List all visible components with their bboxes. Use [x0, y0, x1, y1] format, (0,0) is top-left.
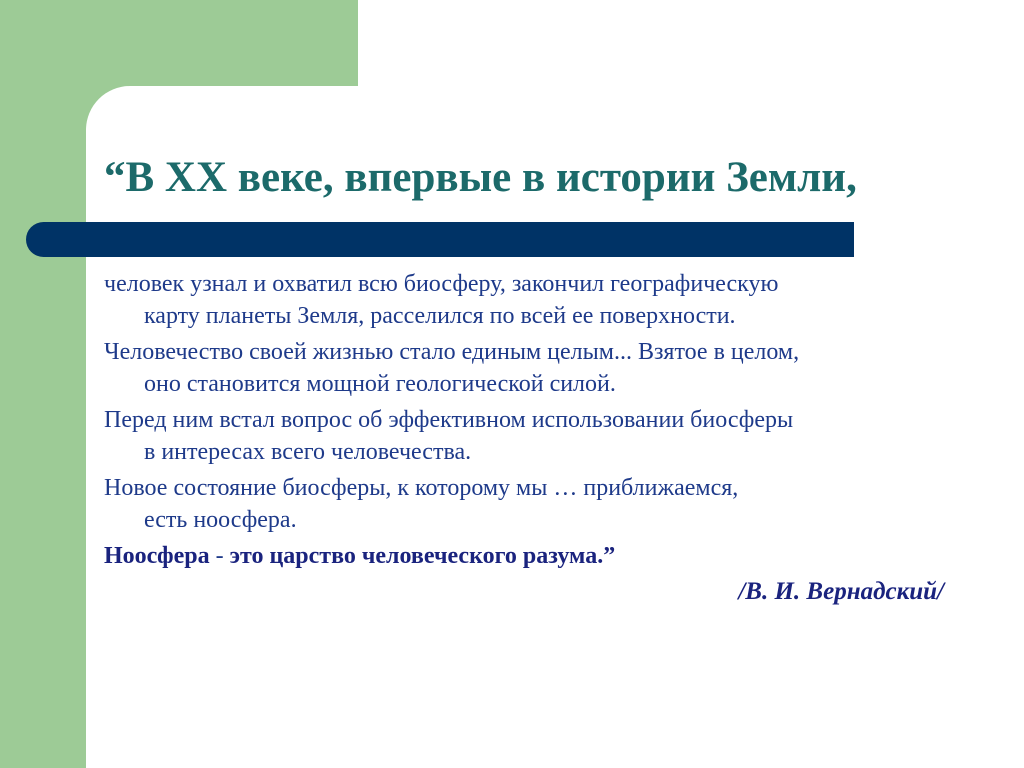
paragraph-line-indented: есть ноосфера.	[144, 507, 297, 533]
quote-paragraph-4	[104, 472, 964, 536]
paragraph-line: Человечество своей жизнью стало единым целым... Взятое в целом,	[104, 339, 800, 365]
paragraph-line: Новое состояние биосферы, к которому мы … приближаемся,	[104, 475, 739, 501]
paragraph-line-indented: оно становится мощной геологической силой.	[144, 371, 616, 397]
slide-title: “В XX веке, впервые в истории Земли,	[104, 154, 857, 201]
quote-paragraph-1	[104, 268, 964, 332]
noosphere-definition: это царство человеческого разума.”	[229, 543, 616, 569]
quote-conclusion	[104, 540, 964, 572]
quote-paragraph-3	[104, 404, 964, 468]
quote-body	[104, 268, 964, 576]
paragraph-line: человек узнал и охватил всю биосферу, закончил географическую	[104, 271, 779, 297]
paragraph-line: Перед ним встал вопрос об эффективном использовании биосферы	[104, 407, 794, 433]
noosphere-term: Ноосфера	[104, 543, 210, 569]
paragraph-line-indented: карту планеты Земля, расселился по всей ее поверхности.	[144, 303, 736, 329]
divider-bar	[26, 222, 854, 257]
quote-paragraph-2	[104, 336, 964, 400]
conclusion-dash: -	[209, 543, 230, 569]
quote-attribution: /В. И. Вернадский/	[738, 578, 944, 605]
paragraph-line-indented: в интересах всего человечества.	[144, 439, 472, 465]
